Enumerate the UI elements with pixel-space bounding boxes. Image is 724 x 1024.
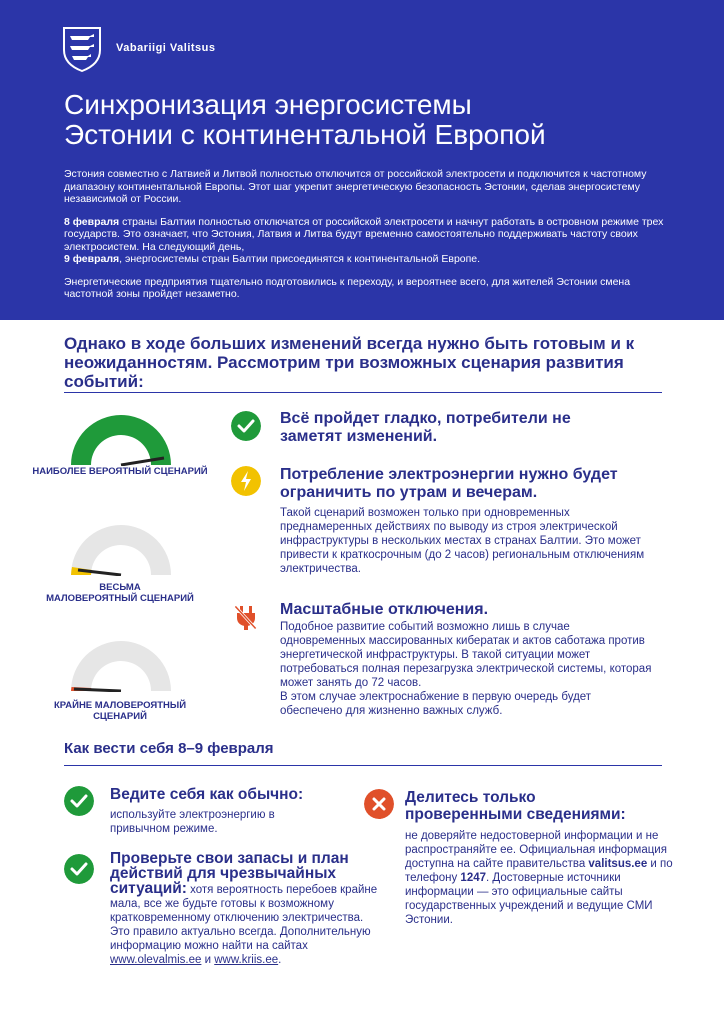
scenarios-heading: Однако в ходе больших изменений всегда нужно быть готовым и к неожиданностям. Рассмотрим три возможных сценария развития событий:	[64, 334, 635, 391]
link-olevalmis[interactable]: www.olevalmis.ee	[110, 954, 202, 966]
intro-p2b-text: , энергосистемы стран Балтии присоединятся к континентальной Европе.	[119, 253, 481, 265]
intro-p2-text: страны Балтии полностью отключатся от российской электросети и начнут работать в островном режиме трех государств. Это означает, что Эстония, Латвия и Литва будут временно самостоятельно поддерживать частоту своих электросистем. На следующий день,	[64, 215, 664, 253]
logo-text: Vabariigi Valitsus	[116, 42, 216, 54]
gauge-very-unlikely	[66, 520, 176, 576]
gauge-label-3	[30, 700, 210, 722]
divider	[64, 392, 662, 393]
lightning-icon	[231, 466, 261, 496]
scenario-3-body	[280, 620, 655, 718]
divider	[64, 765, 662, 766]
normal-behavior-title: Ведите себя как обычно:	[110, 786, 304, 803]
share-phone: 1247	[460, 872, 487, 884]
intro-paragraph-3: Энергетические предприятия тщательно подготовились к переходу, и вероятнее всего, для жителей Эстонии смена частотной зоны пройдет незаметно.	[64, 275, 631, 300]
scenario-3-body-p1: Подобное развитие событий возможно лишь в случае одновременных массированных кибератак и актов саботажа против энергетической инфраструктуры. В такой ситуации может потребоваться полная перезагрузка электрической системы, которая может занять до 72 часов.	[280, 621, 652, 689]
check-icon	[64, 786, 94, 816]
supplies-title: Проверьте свои запасы и план действий для чрезвычайных ситуаций:	[110, 850, 349, 897]
check-icon	[64, 854, 94, 884]
unplugged-icon	[231, 602, 261, 632]
gauge-most-likely	[66, 410, 176, 466]
gauge-extremely-unlikely	[66, 636, 176, 692]
share-title: Делитесь только проверенными сведениями:	[405, 789, 626, 823]
date-feb-9: 9 февраля	[64, 253, 120, 265]
link-separator: и	[201, 954, 215, 966]
scenario-2-title: Потребление электроэнергии нужно будет ограничить по утрам и вечерам.	[280, 466, 618, 501]
gauge-label-1: НАИБОЛЕЕ ВЕРОЯТНЫЙ СЦЕНАРИЙ	[32, 466, 208, 477]
header-banner	[0, 0, 724, 320]
supplies-body: хотя вероятность перебоев крайне мала, все же будьте готовы к возможному кратковременному отключению электричества. Это правило актуально всегда. Дополнительную информацию можно найти на сайтах	[110, 884, 378, 952]
link-kriis[interactable]: www.kriis.ee	[214, 954, 279, 966]
gauge-label-2-line-1: ВЕСЬМА	[99, 582, 141, 593]
share-body	[405, 829, 680, 927]
check-icon	[231, 411, 261, 441]
share-site: valitsus.ee	[588, 858, 648, 870]
gauge-label-2	[30, 582, 210, 604]
date-feb-8: 8 февраля	[64, 215, 120, 228]
page-title	[64, 90, 684, 150]
behavior-heading: Как вести себя 8–9 февраля	[64, 740, 274, 757]
link-end: .	[278, 954, 282, 966]
intro-text	[64, 168, 664, 311]
gauge-label-3-line-2: СЦЕНАРИЙ	[93, 711, 147, 722]
scenario-1-title: Всё пройдет гладко, потребители не заметят изменений.	[280, 410, 571, 445]
scenario-2-body: Такой сценарий возможен только при одновременных преднамеренных действиях по выводу из строя электрической инфраструктуры в нескольких местах в странах Балтии. Это может привести к краткосрочным (до 2 часов) региональным отключениям электричества.	[280, 507, 645, 575]
title-line-2: Эстонии с континентальной Европой	[64, 119, 546, 150]
share-body-text-3: . Достоверные источники информации — это официальные сайты государственных учреждений и ведущие СМИ Эстонии.	[405, 872, 653, 926]
normal-behavior-body: используйте электроэнергию в привычном режиме.	[110, 809, 275, 835]
share-body-text-2: и по телефону	[405, 858, 673, 884]
gauge-label-3-line-1: КРАЙНЕ МАЛОВЕРОЯТНЫЙ	[53, 700, 187, 711]
logo	[60, 24, 216, 72]
intro-paragraph-2	[64, 216, 664, 266]
scenario-3-title: Масштабные отключения.	[280, 601, 489, 618]
share-body-text-1: не доверяйте недостоверной информации и не распространяйте ее. Официальная информация доступна на сайте правительства	[405, 830, 667, 870]
intro-paragraph-1: Эстония совместно с Латвией и Литвой полностью отключится от российской электросети и подключится к частотному диапазону континентальной Европы. Этот шаг укрепит энергетическую безопасность Эстонии, сделав энергосистему независимой от России.	[64, 168, 647, 205]
supplies-block	[110, 852, 380, 967]
close-icon	[364, 789, 394, 819]
scenario-3-body-p2: В этом случае электроснабжение в первую очередь будет обеспечено для жизненно важных служб.	[280, 691, 592, 717]
title-line-1: Синхронизация энергосистемы	[64, 89, 472, 120]
gauge-label-2-line-2: МАЛОВЕРОЯТНЫЙ СЦЕНАРИЙ	[46, 593, 194, 604]
crest-icon	[60, 24, 104, 72]
